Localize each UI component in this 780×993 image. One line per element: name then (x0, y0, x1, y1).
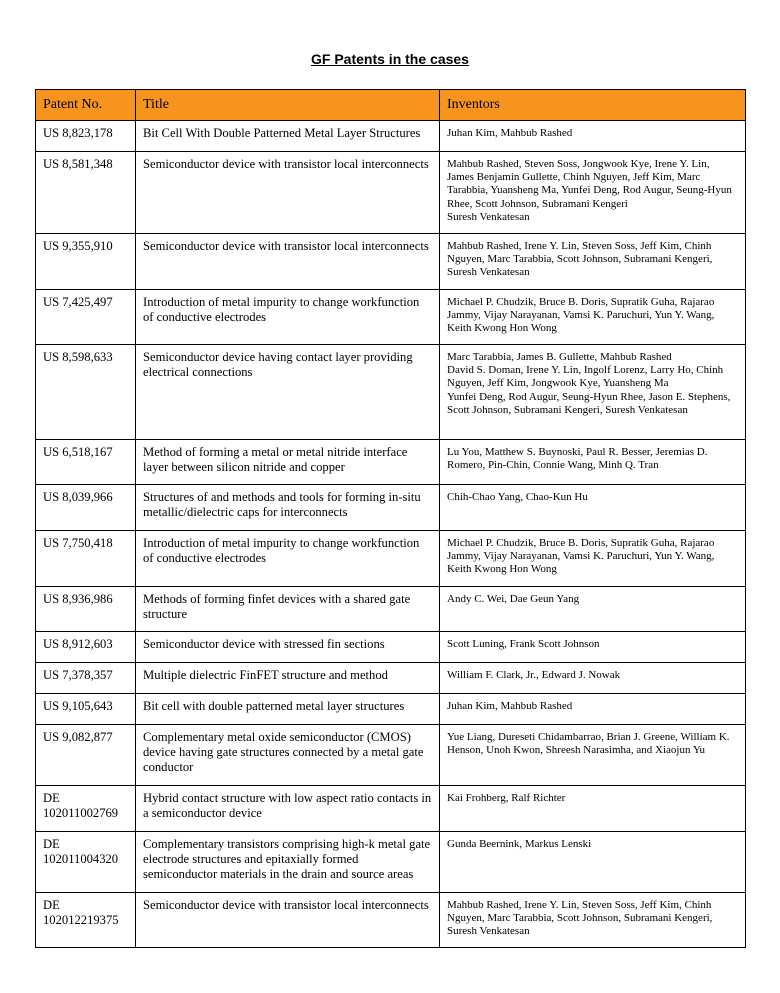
patent-number: DE 102012219375 (36, 893, 136, 948)
table-row (36, 587, 746, 632)
patent-inventors: Scott Luning, Frank Scott Johnson (440, 632, 746, 663)
table-row (36, 121, 746, 152)
patent-number: US 8,598,633 (36, 345, 136, 440)
patent-title: Hybrid contact structure with low aspect ratio contacts in a semiconductor device (136, 786, 440, 832)
patent-title: Semiconductor device with transistor local interconnects (136, 234, 440, 290)
patent-title: Introduction of metal impurity to change workfunction of conductive electrodes (136, 290, 440, 345)
patent-title: Complementary transistors comprising high-k metal gate electrode structures and epitaxially formed semiconductor materials in the drain and source areas (136, 832, 440, 893)
patent-inventors: Mahbub Rashed, Irene Y. Lin, Steven Soss, Jeff Kim, Chinh Nguyen, Marc Tarabbia, Scott Johnson, Subramani Kengeri, Suresh Venkatesan (440, 893, 746, 948)
patent-number: US 8,581,348 (36, 152, 136, 234)
table-row (36, 531, 746, 587)
table-row (36, 832, 746, 893)
patent-title: Structures of and methods and tools for forming in-situ metallic/dielectric caps for interconnects (136, 485, 440, 531)
header-title: Title (136, 90, 440, 121)
patent-inventors: Marc Tarabbia, James B. Gullette, Mahbub Rashed David S. Doman, Irene Y. Lin, Ingolf Lorenz, Larry Ho, Chinh Nguyen, Jeff Kim, Jongwook Kye, Yuansheng Ma Yunfei Deng, Rod Augur, Seung-Hyun Rhee, Jason E. Stephens, Scott Johnson, Subramani Kengeri, Suresh Venkatesan (440, 345, 746, 440)
patent-title: Bit Cell With Double Patterned Metal Layer Structures (136, 121, 440, 152)
patent-number: US 8,936,986 (36, 587, 136, 632)
patent-number: US 7,378,357 (36, 663, 136, 694)
patent-title: Complementary metal oxide semiconductor (CMOS) device having gate structures connected by a metal gate conductor (136, 725, 440, 786)
patent-number: US 8,823,178 (36, 121, 136, 152)
patent-number: DE 102011002769 (36, 786, 136, 832)
table-row (36, 345, 746, 440)
patent-inventors: Michael P. Chudzik, Bruce B. Doris, Supratik Guha, Rajarao Jammy, Vijay Narayanan, Vamsi K. Paruchuri, Yun Y. Wang, Keith Kwong Hon Wong (440, 531, 746, 587)
patent-title: Method of forming a metal or metal nitride interface layer between silicon nitride and copper (136, 440, 440, 485)
patent-number: US 6,518,167 (36, 440, 136, 485)
patent-title: Multiple dielectric FinFET structure and method (136, 663, 440, 694)
patent-title: Semiconductor device with transistor local interconnects (136, 893, 440, 948)
table-row (36, 290, 746, 345)
table-row (36, 663, 746, 694)
table-row (36, 440, 746, 485)
patent-inventors: Lu You, Matthew S. Buynoski, Paul R. Besser, Jeremias D. Romero, Pin-Chin, Connie Wang, Minh Q. Tran (440, 440, 746, 485)
patent-title: Semiconductor device having contact layer providing electrical connections (136, 345, 440, 440)
patents-table (35, 89, 746, 948)
patent-inventors: Chih-Chao Yang, Chao-Kun Hu (440, 485, 746, 531)
header-patent-no: Patent No. (36, 90, 136, 121)
patent-title: Semiconductor device with stressed fin sections (136, 632, 440, 663)
patent-title: Methods of forming finfet devices with a shared gate structure (136, 587, 440, 632)
patent-number: US 8,912,603 (36, 632, 136, 663)
table-row (36, 893, 746, 948)
patent-inventors: Mahbub Rashed, Irene Y. Lin, Steven Soss, Jeff Kim, Chinh Nguyen, Marc Tarabbia, Scott Johnson, Subramani Kengeri, Suresh Venkatesan (440, 234, 746, 290)
patent-number: US 7,425,497 (36, 290, 136, 345)
patent-title: Semiconductor device with transistor local interconnects (136, 152, 440, 234)
patent-inventors: William F. Clark, Jr., Edward J. Nowak (440, 663, 746, 694)
patent-inventors: Mahbub Rashed, Steven Soss, Jongwook Kye, Irene Y. Lin, James Benjamin Gullette, Chinh Nguyen, Jeff Kim, Marc Tarabbia, Yuansheng Ma, Yunfei Deng, Rod Augur, Seung-Hyun Rhee, Scott Johnson, Subramani Kengeri Suresh Venkatesan (440, 152, 746, 234)
patent-number: US 9,105,643 (36, 694, 136, 725)
patent-inventors: Yue Liang, Dureseti Chidambarrao, Brian J. Greene, William K. Henson, Unoh Kwon, Shreesh Narasimha, and Xiaojun Yu (440, 725, 746, 786)
patent-inventors: Kai Frohberg, Ralf Richter (440, 786, 746, 832)
table-row (36, 725, 746, 786)
table-row (36, 694, 746, 725)
table-row (36, 152, 746, 234)
patent-number: DE 102011004320 (36, 832, 136, 893)
patent-title: Bit cell with double patterned metal layer structures (136, 694, 440, 725)
patent-inventors: Andy C. Wei, Dae Geun Yang (440, 587, 746, 632)
patent-inventors: Michael P. Chudzik, Bruce B. Doris, Supratik Guha, Rajarao Jammy, Vijay Narayanan, Vamsi K. Paruchuri, Yun Y. Wang, Keith Kwong Hon Wong (440, 290, 746, 345)
patent-number: US 8,039,966 (36, 485, 136, 531)
patent-number: US 9,082,877 (36, 725, 136, 786)
header-inventors: Inventors (440, 90, 746, 121)
table-row (36, 786, 746, 832)
patent-inventors: Gunda Beernink, Markus Lenski (440, 832, 746, 893)
document-title: GF Patents in the cases (311, 51, 469, 67)
table-header-row (36, 90, 746, 121)
table-row (36, 485, 746, 531)
table-row (36, 234, 746, 290)
patent-inventors: Juhan Kim, Mahbub Rashed (440, 121, 746, 152)
patent-inventors: Juhan Kim, Mahbub Rashed (440, 694, 746, 725)
patent-number: US 7,750,418 (36, 531, 136, 587)
table-row (36, 632, 746, 663)
patent-number: US 9,355,910 (36, 234, 136, 290)
patent-title: Introduction of metal impurity to change workfunction of conductive electrodes (136, 531, 440, 587)
